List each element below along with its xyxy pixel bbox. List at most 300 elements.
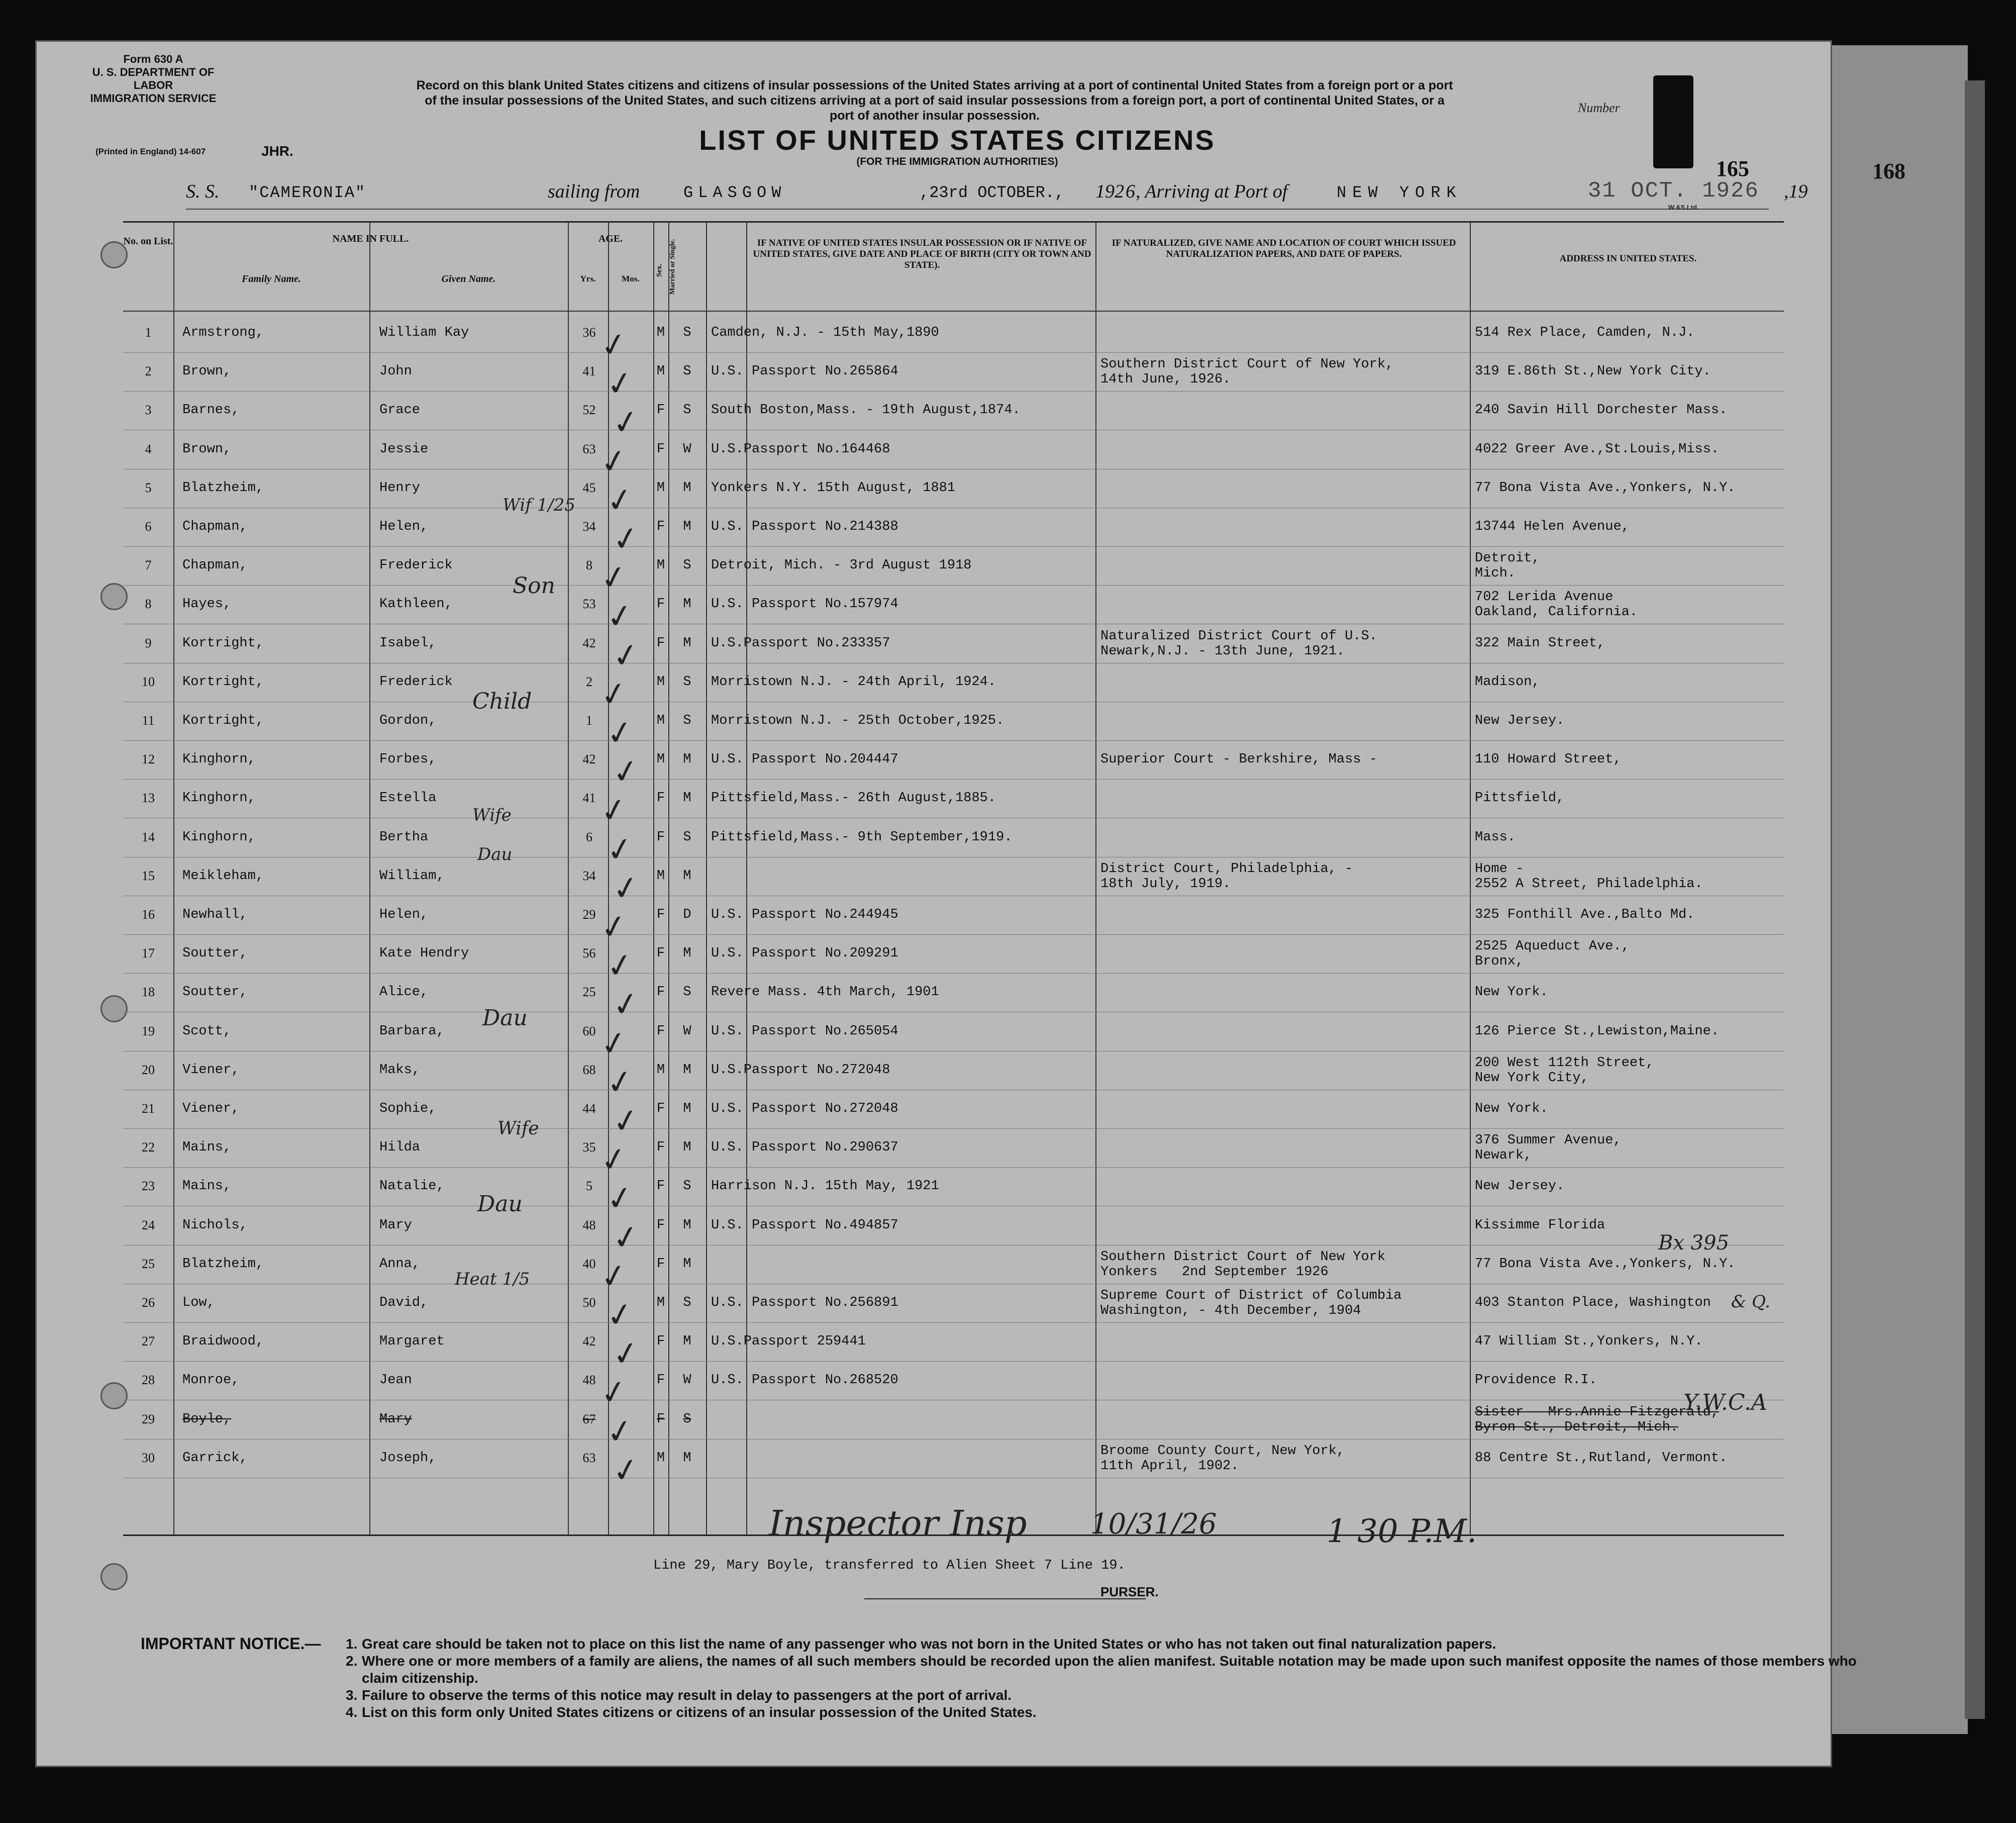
cell-family: Kortright, [182, 674, 264, 690]
cell-birth: Detroit, Mich. - 3rd August 1918 [711, 558, 972, 573]
cell-ms: S [683, 558, 691, 573]
table-row [123, 702, 1784, 741]
cell-ms: M [683, 1101, 691, 1116]
cell-birth: U.S. Passport No.265054 [711, 1023, 898, 1039]
cell-sex: F [656, 635, 665, 651]
cell-sex: M [656, 674, 665, 690]
department: U. S. DEPARTMENT OF LABOR [92, 66, 215, 91]
cell-age: 52 [582, 403, 596, 418]
arriving-label: , Arriving at Port of [1136, 181, 1288, 202]
cell-given: Grace [379, 403, 421, 418]
notice-item [346, 1653, 1869, 1687]
table-row [123, 431, 1784, 469]
page-number: 165 [1716, 156, 1749, 181]
cell-no: 20 [142, 1062, 155, 1077]
ss-label: S. S. [186, 181, 220, 202]
cell-age: 36 [582, 325, 596, 340]
check-mark: ✓ [597, 324, 631, 366]
cell-age: 35 [582, 1140, 596, 1155]
cell-given: Bertha [379, 829, 429, 845]
cell-birth: Revere Mass. 4th March, 1901 [711, 985, 939, 1000]
check-mark: ✓ [603, 1178, 637, 1220]
cell-ms: M [683, 752, 691, 767]
cell-addr: 514 Rex Place, Camden, N.J. [1475, 325, 1695, 340]
arrival-date-stamp: 31 OCT. 1926 [1588, 178, 1759, 204]
cell-family: Newhall, [182, 907, 248, 922]
binder-hole [100, 1563, 128, 1590]
col-family: Family Name. [242, 273, 301, 284]
cell-addr: New York. [1475, 1101, 1548, 1116]
cell-family: Kinghorn, [182, 752, 256, 767]
cell-sex: M [656, 558, 665, 573]
col-age: AGE. [598, 233, 623, 244]
notice-item-text: List on this form only United States citizens or citizens of an insular possession of the United States. [362, 1704, 1037, 1720]
cell-ms: S [683, 985, 691, 1000]
cell-birth: Yonkers N.Y. 15th August, 1881 [711, 480, 956, 496]
cell-given: Frederick [379, 674, 453, 690]
cell-given: Isabel, [379, 635, 437, 651]
col-sex: Sex. [655, 263, 663, 277]
table-row [123, 819, 1784, 857]
cell-no: 13 [142, 791, 155, 806]
cell-ms: M [683, 1256, 691, 1272]
cell-given: Kate Hendry [379, 946, 469, 962]
cell-no: 8 [145, 597, 152, 612]
check-mark: ✓ [609, 1450, 643, 1491]
cell-given: Jean [379, 1373, 412, 1388]
cell-birth: Camden, N.J. - 15th May,1890 [711, 325, 939, 340]
cell-no: 23 [142, 1179, 155, 1194]
cell-ms: S [683, 674, 691, 690]
cell-family: Low, [182, 1295, 215, 1310]
cell-sex: M [656, 480, 665, 496]
cell-ms: M [683, 597, 691, 612]
cell-ms: S [683, 364, 691, 379]
cell-given: Anna, [379, 1256, 421, 1272]
cell-no: 26 [142, 1295, 155, 1310]
cell-age: 6 [586, 829, 592, 844]
cell-birth: U.S.Passport 259441 [711, 1334, 866, 1350]
cell-ms: S [683, 1179, 691, 1194]
cell-given: Helen, [379, 907, 429, 922]
cell-age: 48 [582, 1217, 596, 1232]
col-naturalized: IF NATURALIZED, GIVE NAME AND LOCATION OF COURT WHICH ISSUED NATURALIZATION PAPERS, AND DATE OF PAPERS. [1112, 238, 1456, 259]
cell-nat: Broome County Court, New York, 11th April, 1902. [1100, 1443, 1345, 1474]
cell-family: Braidwood, [182, 1334, 264, 1350]
cell-birth: U.S. Passport No.272048 [711, 1101, 898, 1116]
col-name-in-full: NAME IN FULL. [332, 233, 409, 244]
cell-addr: 200 West 112th Street, New York City, [1475, 1055, 1654, 1086]
cell-age: 42 [582, 752, 596, 767]
cell-sex: F [656, 1140, 665, 1156]
cell-given: Gordon, [379, 713, 437, 728]
cell-age: 60 [582, 1023, 596, 1038]
cell-ms: M [683, 791, 691, 806]
cell-no: 9 [145, 635, 152, 650]
cell-given: Maks, [379, 1062, 421, 1078]
cell-addr: 240 Savin Hill Dorchester Mass. [1475, 403, 1728, 418]
notice-item-number: 3. [346, 1687, 358, 1703]
inspection-date: 10/31/26 [1090, 1508, 1217, 1541]
cell-nat: Southern District Court of New York, 14th June, 1926. [1100, 357, 1394, 388]
cell-addr: Madison, [1475, 674, 1540, 690]
passenger-table [123, 221, 1784, 1536]
cell-birth: U.S. Passport No.290637 [711, 1140, 898, 1156]
cell-sex: F [656, 1217, 665, 1233]
handwritten-note-nichols: Bx 395 [1658, 1231, 1730, 1255]
check-mark: ✓ [609, 518, 643, 560]
page-number-edge: 168 [1872, 159, 1905, 183]
year-tail: ,19 [1784, 181, 1808, 202]
cell-birth: Harrison N.J. 15th May, 1921 [711, 1179, 939, 1194]
cell-given: William Kay [379, 325, 469, 340]
cell-birth: Pittsfield,Mass.- 9th September,1919. [711, 829, 1013, 845]
cell-addr: New Jersey. [1475, 1179, 1565, 1194]
cell-addr: New York. [1475, 985, 1548, 1000]
cell-no: 16 [142, 907, 155, 922]
notice-item-text: Great care should be taken not to place on this list the name of any passenger who was not born in the United States or who has not taken out final naturalization papers. [362, 1636, 1496, 1652]
cell-family: Viener, [182, 1062, 240, 1078]
cell-sex: F [656, 441, 665, 457]
cell-birth: U.S.Passport No.233357 [711, 635, 890, 651]
cell-ms: S [683, 1411, 691, 1427]
check-mark: ✓ [609, 751, 643, 793]
cell-no: 5 [145, 480, 152, 495]
cell-given: Henry [379, 480, 421, 496]
notice-lead: IMPORTANT NOTICE.— [141, 1635, 321, 1653]
cell-given: Alice, [379, 985, 429, 1000]
cell-family: Brown, [182, 364, 232, 379]
notice-item-number: 4. [346, 1704, 358, 1720]
table-row [123, 1051, 1784, 1090]
check-mark: ✓ [597, 441, 631, 483]
cell-family: Scott, [182, 1023, 232, 1039]
cell-family: Viener, [182, 1101, 240, 1116]
cell-sex: F [656, 985, 665, 1000]
cell-addr: 77 Bona Vista Ave.,Yonkers, N.Y. [1475, 1256, 1736, 1272]
cell-sex: F [656, 1334, 665, 1350]
cell-family: Blatzheim, [182, 1256, 264, 1272]
cell-addr: Providence R.I. [1475, 1373, 1597, 1388]
check-mark: ✓ [609, 402, 643, 444]
check-mark: ✓ [603, 1411, 637, 1453]
printed-note: (Printed in England) 14-607 [95, 147, 206, 156]
adjacent-page-edge [1829, 45, 1968, 1734]
cell-no: 11 [142, 713, 155, 728]
cell-family: Barnes, [182, 403, 240, 418]
cell-given: Jessie [379, 441, 429, 457]
check-mark: ✓ [603, 1062, 637, 1103]
cell-addr: 2525 Aqueduct Ave., Bronx, [1475, 939, 1630, 970]
cell-given: Natalie, [379, 1179, 445, 1194]
cell-birth: U.S. Passport No.209291 [711, 946, 898, 962]
table-row [123, 1013, 1784, 1051]
col-birth: IF NATIVE OF UNITED STATES INSULAR POSSESSION OR IF NATIVE OF UNITED STATES, GIVE DATE AND PLACE OF BIRTH (CITY OR TOWN AND STATE). [753, 238, 1091, 270]
cell-ms: S [683, 713, 691, 728]
cell-ms: M [683, 1062, 691, 1078]
cell-sex: F [656, 519, 665, 534]
cell-sex: F [656, 907, 665, 922]
cell-ms: M [683, 480, 691, 496]
number-label: Number [1578, 101, 1620, 115]
cell-sex: F [656, 403, 665, 418]
table-row [123, 1440, 1784, 1478]
check-mark: ✓ [597, 674, 631, 715]
table-row [123, 1090, 1784, 1129]
handwritten-note-anna: Heat 1/5 [455, 1269, 530, 1289]
cell-family: Kortright, [182, 635, 264, 651]
sailing-date: ,23rd OCTOBER., [920, 183, 1065, 202]
check-mark: ✓ [597, 1372, 631, 1414]
cell-age: 40 [582, 1256, 596, 1271]
table-row [123, 625, 1784, 663]
cell-birth: U.S. Passport No.214388 [711, 519, 898, 534]
table-row [123, 392, 1784, 430]
printer-mark: W.&S.Ltd. [1668, 204, 1699, 211]
handwritten-note-henry: Wif 1/25 [502, 495, 575, 515]
cell-family: Chapman, [182, 519, 248, 534]
table-row [123, 1401, 1784, 1440]
line-29-note: Line 29, Mary Boyle, transferred to Alien Sheet 7 Line 19. [653, 1558, 1126, 1573]
cell-no: 17 [142, 946, 155, 961]
cell-no: 22 [142, 1140, 155, 1155]
cell-addr: 110 Howard Street, [1475, 752, 1622, 767]
cell-age: 50 [582, 1295, 596, 1310]
cell-family: Chapman, [182, 558, 248, 573]
cell-no: 28 [142, 1373, 155, 1388]
check-mark: ✓ [597, 790, 631, 832]
table-row [123, 974, 1784, 1012]
cell-given: Kathleen, [379, 597, 453, 612]
cell-sex: F [656, 1256, 665, 1272]
cell-sex: M [656, 1295, 665, 1310]
cell-no: 10 [142, 674, 155, 689]
cell-age: 34 [582, 868, 596, 883]
cell-no: 29 [142, 1411, 155, 1426]
cell-addr: 325 Fonthill Ave.,Balto Md. [1475, 907, 1695, 922]
check-mark: ✓ [609, 1333, 643, 1375]
notice-item-number: 2. [346, 1653, 358, 1669]
cell-age: 41 [582, 364, 596, 379]
cell-addr: New Jersey. [1475, 713, 1565, 728]
cell-addr: Home - 2552 A Street, Philadelphia. [1475, 861, 1703, 892]
cell-birth: Morristown N.J. - 24th April, 1924. [711, 674, 996, 690]
cell-family: Hayes, [182, 597, 232, 612]
cell-no: 6 [145, 519, 152, 534]
cell-birth: U.S.Passport No.164468 [711, 441, 890, 457]
cell-family: Monroe, [182, 1373, 240, 1388]
cell-birth: U.S. Passport No.256891 [711, 1295, 898, 1310]
arrival-port: NEW YORK [1337, 183, 1462, 202]
cell-age: 42 [582, 635, 596, 650]
cell-sex: M [656, 1450, 665, 1466]
cell-addr: 47 William St.,Yonkers, N.Y. [1475, 1334, 1703, 1350]
cell-addr: Mass. [1475, 829, 1516, 845]
cell-age: 34 [582, 519, 596, 534]
cell-addr: Detroit, Mich. [1475, 551, 1540, 582]
cell-sex: M [656, 752, 665, 767]
cell-ms: M [683, 1450, 691, 1466]
cell-sex: F [656, 1179, 665, 1194]
table-row [123, 1284, 1784, 1323]
check-mark: ✓ [597, 1139, 631, 1181]
cell-no: 21 [142, 1101, 155, 1116]
cell-addr: Pittsfield, [1475, 791, 1565, 806]
cell-age: 29 [582, 907, 596, 922]
departure-port: GLASGOW [683, 183, 786, 202]
cell-sex: M [656, 1062, 665, 1078]
cell-nat: District Court, Philadelphia, - 18th July, 1919. [1100, 861, 1353, 892]
inspection-time: 1 30 P.M. [1327, 1513, 1477, 1550]
cell-given: Helen, [379, 519, 429, 534]
col-married: Married or Single. [669, 239, 676, 295]
notice-item [346, 1687, 1869, 1704]
cell-family: Armstrong, [182, 325, 264, 340]
cell-ms: S [683, 325, 691, 340]
check-mark: ✓ [603, 596, 637, 638]
sailing-label: sailing from [548, 181, 640, 202]
col-mos: Mos. [622, 274, 640, 283]
table-row [123, 469, 1784, 508]
cell-addr: 4022 Greer Ave.,St.Louis,Miss. [1475, 441, 1720, 457]
cell-birth: South Boston,Mass. - 19th August,1874. [711, 403, 1021, 418]
cell-addr: 702 Lerida Avenue Oakland, California. [1475, 590, 1638, 620]
table-row [123, 1168, 1784, 1206]
cell-family: Soutter, [182, 946, 248, 962]
cell-ms: S [683, 829, 691, 845]
cell-family: Garrick, [182, 1450, 248, 1466]
cell-family: Blatzheim, [182, 480, 264, 496]
check-mark: ✓ [603, 712, 637, 754]
cell-given: David, [379, 1295, 429, 1310]
cell-birth: U.S. Passport No.265864 [711, 364, 898, 379]
page-title: LIST OF UNITED STATES CITIZENS [699, 124, 1216, 156]
form-number: Form 630 A [123, 53, 183, 65]
handwritten-note-alice: Dau [482, 1005, 528, 1031]
col-address: ADDRESS IN UNITED STATES. [1559, 253, 1697, 264]
cell-given: Sophie, [379, 1101, 437, 1116]
page-stack-edge [1965, 80, 1985, 1719]
cell-family: Kortright, [182, 713, 264, 728]
cell-given: Joseph, [379, 1450, 437, 1466]
check-mark: ✓ [609, 635, 643, 677]
cell-no: 2 [145, 364, 152, 379]
check-mark: ✓ [603, 363, 637, 405]
cell-ms: W [683, 441, 691, 457]
table-row [123, 314, 1784, 353]
cell-age: 1 [586, 713, 592, 728]
check-mark: ✓ [603, 945, 637, 987]
notice-item [346, 1704, 1869, 1721]
cell-age: 56 [582, 946, 596, 961]
form-number-block [75, 53, 231, 105]
cell-sex: M [656, 713, 665, 728]
cell-sex: F [656, 1373, 665, 1388]
cell-given: Hilda [379, 1140, 421, 1156]
cell-ms: M [683, 519, 691, 534]
check-mark: ✓ [597, 1256, 631, 1297]
cell-given: Mary [379, 1217, 412, 1233]
cell-age: 63 [582, 441, 596, 456]
cell-nat: Southern District Court of New York Yonkers 2nd September 1926 [1100, 1249, 1386, 1280]
cell-age: 48 [582, 1373, 596, 1388]
handwritten-note-natalie: Dau [477, 1191, 523, 1217]
check-mark: ✓ [609, 1100, 643, 1142]
check-mark: ✓ [609, 984, 643, 1026]
cell-birth: U.S.Passport No.272048 [711, 1062, 890, 1078]
year-prefix: 192 [1095, 181, 1124, 202]
initials: JHR. [261, 143, 293, 159]
cell-addr: 322 Main Street, [1475, 635, 1605, 651]
cell-age: 44 [582, 1101, 596, 1116]
cell-ms: M [683, 635, 691, 651]
inspector-signature: Inspector Insp [769, 1503, 1027, 1544]
cell-age: 2 [586, 674, 592, 689]
table-row [123, 1207, 1784, 1245]
cell-given: Frederick [379, 558, 453, 573]
cell-no: 1 [145, 325, 152, 340]
cell-addr: 403 Stanton Place, Washington [1475, 1295, 1711, 1310]
cell-sex: F [656, 791, 665, 806]
page-subtitle: (FOR THE IMMIGRATION AUTHORITIES) [856, 156, 1058, 167]
cell-sex: F [656, 597, 665, 612]
handwritten-note-sophie: Wife [497, 1118, 539, 1139]
cell-addr: Sister - Mrs.Annie Fitzgerald, Byron St., Detroit, Mich. [1475, 1404, 1720, 1435]
handwritten-note-bertha: Dau [477, 844, 513, 865]
cell-age: 67 [582, 1411, 596, 1426]
cell-age: 45 [582, 480, 596, 495]
table-row [123, 935, 1784, 974]
cell-nat: Naturalized District Court of U.S. Newark,N.J. - 13th June, 1921. [1100, 628, 1377, 659]
check-mark: ✓ [603, 1294, 637, 1336]
handwritten-note-estella: Wife [472, 805, 512, 825]
check-mark: ✓ [597, 1023, 631, 1065]
cell-age: 53 [582, 597, 596, 612]
table-row [123, 1362, 1784, 1400]
service: IMMIGRATION SERVICE [90, 92, 217, 105]
cell-birth: U.S. Passport No.268520 [711, 1373, 898, 1388]
purser-label: PURSER. [1100, 1584, 1159, 1599]
cell-sex: F [656, 1411, 665, 1427]
cell-birth: U.S. Passport No.204447 [711, 752, 898, 767]
table-row [123, 1323, 1784, 1362]
cell-addr: 77 Bona Vista Ave.,Yonkers, N.Y. [1475, 480, 1736, 496]
cell-given: Estella [379, 791, 437, 806]
cell-family: Kinghorn, [182, 829, 256, 845]
cell-nat: Superior Court - Berkshire, Mass - [1100, 752, 1377, 767]
table-row [123, 586, 1784, 624]
handwritten-note-kortright: Child [472, 689, 532, 714]
cell-ms: S [683, 403, 691, 418]
cell-sex: M [656, 364, 665, 379]
cell-age: 41 [582, 791, 596, 806]
col-given: Given Name. [441, 273, 496, 284]
table-row [123, 353, 1784, 392]
cell-sex: M [656, 325, 665, 340]
table-row [123, 896, 1784, 935]
cell-no: 30 [142, 1450, 155, 1465]
col-yrs: Yrs. [580, 274, 596, 283]
cell-family: Brown, [182, 441, 232, 457]
voyage-line [186, 178, 1808, 210]
cell-family: Mains, [182, 1140, 232, 1156]
cell-sex: F [656, 946, 665, 962]
check-mark: ✓ [603, 829, 637, 871]
cell-given: Barbara, [379, 1023, 445, 1039]
check-mark: ✓ [597, 557, 631, 599]
cell-no: 14 [142, 829, 155, 844]
cell-no: 25 [142, 1256, 155, 1271]
